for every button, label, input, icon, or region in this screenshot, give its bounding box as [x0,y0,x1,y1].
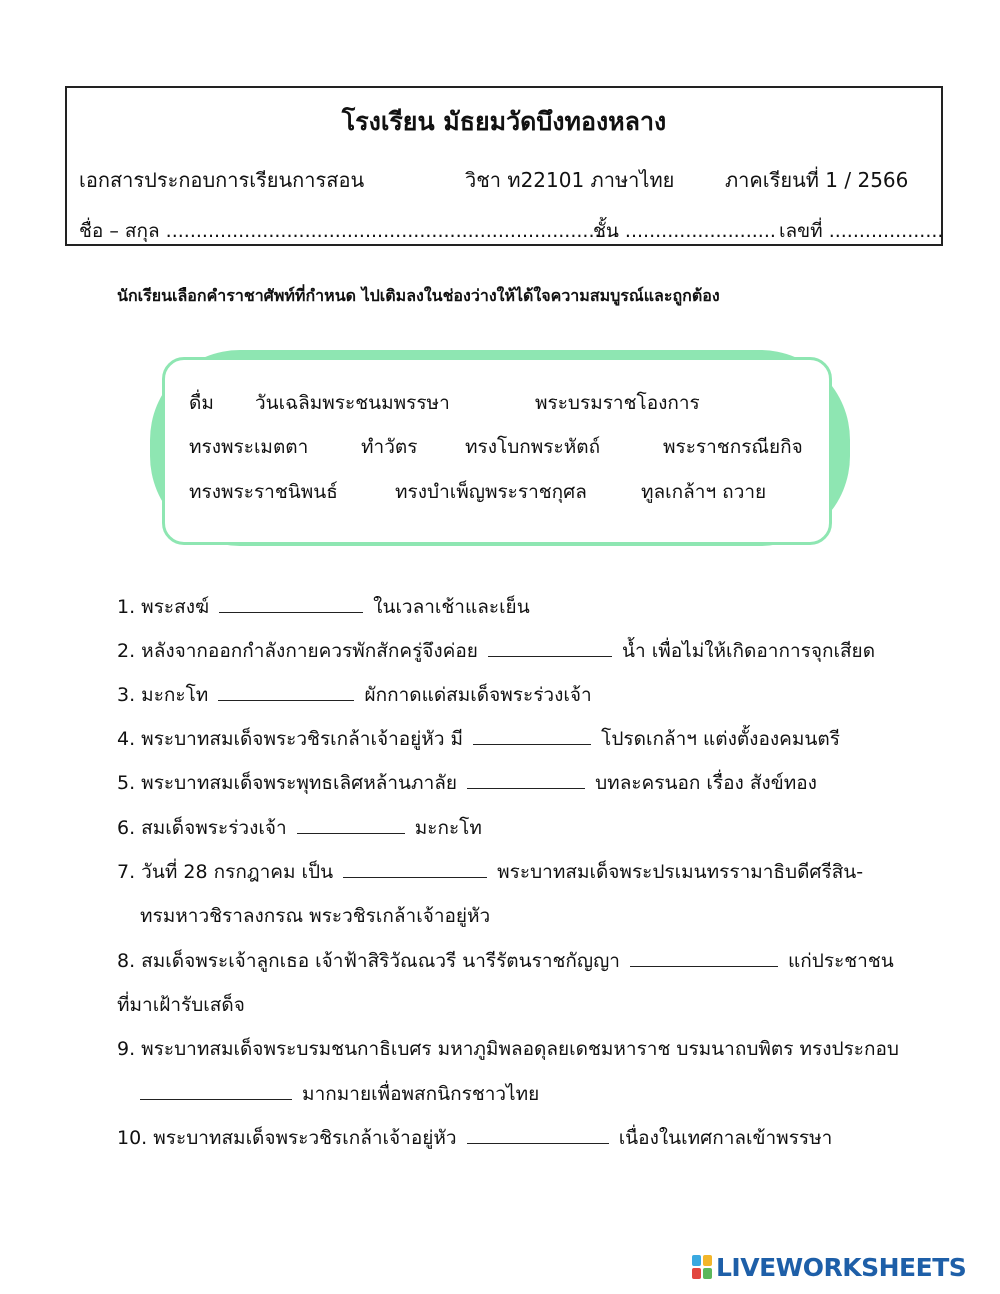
term-label: ภาคเรียนที่ 1 / 2566 [725,168,909,192]
question-6: 6. สมเด็จพระร่วงเจ้า มะกะโท [117,817,482,839]
answer-blank-8[interactable] [630,948,778,967]
student-number-field[interactable]: เลขที่ ................... [779,220,944,242]
answer-blank-5[interactable] [467,770,585,789]
word-bank-item: พระราชกรณียกิจ [663,436,803,458]
question-3: 3. มะกะโท ผักกาดแด่สมเด็จพระร่วงเจ้า [117,684,592,706]
question-9-continued: มากมายเพื่อพสกนิกรชาวไทย [140,1079,539,1109]
answer-blank-2[interactable] [488,638,612,657]
question-7-continued: ทรมหาวชิราลงกรณ พระวชิรเกล้าเจ้าอยู่หัว [140,905,491,927]
question-8-continued: ที่มาเฝ้ารับเสด็จ [117,994,245,1016]
question-2: 2. หลังจากออกกำลังกายควรพักสักครู่จึงค่อย น้ำ เพื่อไม่ให้เกิดอาการจุกเสียด [117,640,876,662]
answer-blank-1[interactable] [219,594,363,613]
header-box [65,86,943,246]
question-5: 5. พระบาทสมเด็จพระพุทธเลิศหล้านภาลัย บทละครนอก เรื่อง สังข์ทอง [117,772,817,794]
question-9: 9. พระบาทสมเด็จพระบรมชนกาธิเบศร มหาภูมิพลอดุลยเดชมหาราช บรมนาถบพิตร ทรงประกอบ [117,1038,899,1060]
answer-blank-4[interactable] [473,726,591,745]
subject-label: วิชา ท22101 ภาษาไทย [465,168,675,192]
logo-icon [692,1255,712,1279]
answer-blank-3[interactable] [218,682,354,701]
word-bank-item: ทรงพระราชนิพนธ์ [189,481,338,503]
question-8: 8. สมเด็จพระเจ้าลูกเธอ เจ้าฟ้าสิริวัณณวรี นารีรัตนราชกัญญา แก่ประชาชน [117,950,894,972]
school-name: โรงเรียน มัธยมวัดบึงทองหลาง [341,107,667,136]
answer-blank-10[interactable] [467,1125,609,1144]
question-4: 4. พระบาทสมเด็จพระวชิรเกล้าเจ้าอยู่หัว มี โปรดเกล้าฯ แต่งตั้งองคมนตรี [117,728,840,750]
question-7: 7. วันที่ 28 กรกฎาคม เป็น พระบาทสมเด็จพระปรเมนทรรามาธิบดีศรีสิน- [117,861,864,883]
answer-blank-9[interactable] [140,1081,292,1100]
word-bank-item: ทรงพระเมตตา [189,436,309,458]
document-type: เอกสารประกอบการเรียนการสอน [79,168,365,192]
logo-text: LIVEWORKSHEETS [716,1252,967,1282]
class-field[interactable]: ชั้น ......................... [593,220,776,242]
word-bank-item: ทรงโบกพระหัตถ์ [465,436,601,458]
word-bank-item: ทำวัตร [361,436,418,458]
question-10: 10. พระบาทสมเด็จพระวชิรเกล้าเจ้าอยู่หัว เนื่องในเทศกาลเข้าพรรษา [117,1127,833,1149]
word-bank-item: ดื่ม [189,392,214,414]
word-bank-item: ทูลเกล้าฯ ถวาย [641,481,767,503]
word-bank-item: พระบรมราชโองการ [535,392,700,414]
answer-blank-6[interactable] [297,815,405,834]
student-name-field[interactable]: ชื่อ – สกุล ........................................................................... [79,220,619,242]
word-bank-item: วันเฉลิมพระชนมพรรษา [255,392,450,414]
word-bank [162,357,832,545]
liveworksheets-logo [692,1252,966,1282]
question-1: 1. พระสงฆ์ ในเวลาเช้าและเย็น [117,596,530,618]
instruction-text: นักเรียนเลือกคำราชาศัพท์ที่กำหนด ไปเติมลงในช่องว่างให้ได้ใจความสมบูรณ์และถูกต้อง [117,286,720,305]
word-bank-item: ทรงบำเพ็ญพระราชกุศล [395,481,587,503]
answer-blank-7[interactable] [343,859,487,878]
